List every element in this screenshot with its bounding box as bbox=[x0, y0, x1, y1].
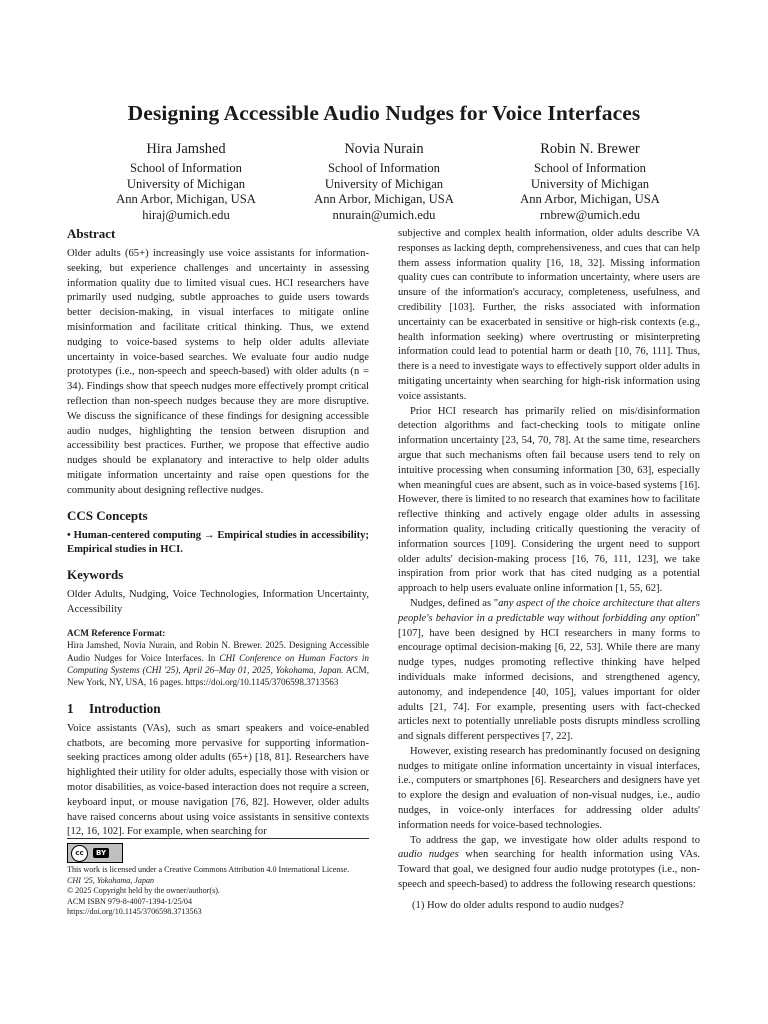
intro-paragraph-gap bbox=[398, 834, 700, 893]
ccs-heading: CCS Concepts bbox=[67, 507, 148, 523]
author-location: Ann Arbor, Michigan, USA bbox=[116, 192, 256, 207]
author-location: Ann Arbor, Michigan, USA bbox=[520, 192, 660, 207]
conference-line: CHI '25, Yokohama, Japan bbox=[67, 875, 155, 885]
reference-authors: Hira Jamshed, Novia Nurain, and Robin N. Brewer. 2025. Designing Accessible Audio Nudges for Voice Interfaces. In bbox=[67, 640, 369, 663]
reference-venue: CHI Conference on Human Factors in Computing Systems (CHI '25), April 26–May 01, 2025, Yokohama, Japan. bbox=[67, 652, 370, 675]
keywords-text: Older Adults, Nudging, Voice Technologies, Information Uncertainty, Accessibility bbox=[67, 589, 369, 615]
author-email[interactable]: rnbrew@umich.edu bbox=[539, 207, 641, 222]
ccs-section bbox=[67, 508, 369, 559]
author-location: Ann Arbor, Michigan, USA bbox=[314, 192, 454, 207]
author-block-3 bbox=[470, 140, 710, 223]
author-name: Novia Nurain bbox=[344, 141, 424, 157]
author-organization: University of Michigan bbox=[324, 176, 444, 191]
cc-license-badge[interactable] bbox=[67, 843, 123, 863]
copyright-line: © 2025 Copyright held by the owner/author(s). bbox=[67, 886, 220, 896]
reference-format-label: ACM Reference Format: bbox=[67, 627, 166, 638]
section-title: Introduction bbox=[89, 700, 161, 716]
author-email[interactable]: nnurain@umich.edu bbox=[332, 207, 436, 222]
reference-format-text bbox=[67, 639, 369, 689]
introduction-section bbox=[67, 701, 369, 840]
abstract-section bbox=[67, 226, 369, 499]
intro-paragraph: Prior HCI research has primarily relied on mis/disinformation detection algorithms and fact-checking tools to mitigate online information uncertainty [23, 54, 70, 78]. At the same time, researchers argue that such mechanisms often fail because users tend to rely on intuitive processing when consuming information [30, 63], especially when meaningful cues are absent, such as in voice-based systems [16]. However, there is limited to no research that examines how to facilitate reflective thinking and actively engage older adults in assessing information quality, including critically questioning the veracity of information sources [109]. Considering the urgent need to support older adults' decision-making process [16, 76, 111, 123], we take inspiration from prior work that has cited nudging as a potential approach to help users evaluate online information [1, 55, 62]. bbox=[398, 405, 700, 595]
nudge-definition-lead: Nudges, defined as " bbox=[410, 597, 499, 609]
author-department: School of Information bbox=[130, 161, 242, 175]
keywords-heading: Keywords bbox=[67, 567, 124, 583]
author-department: School of Information bbox=[328, 161, 440, 175]
introduction-paragraph: Voice assistants (VAs), such as smart speakers and voice-enabled chatbots, are becoming more pervasive for supporting information-seeking practices among older adults (65+) [18, 81]. Researchers have highlighted their utility for older adults, especially those with vision or motor disabilities, as voice-based interaction does not require a screen, keyboard input, or mouse navigation [76, 82]. However, older adults have raised concerns about using voice assistants in sensitive contexts [12, 16, 102]. For example, when searching for bbox=[67, 722, 369, 838]
author-department: School of Information bbox=[534, 161, 646, 175]
cc-by-icon: BY bbox=[93, 848, 109, 858]
abstract-heading: Abstract bbox=[67, 226, 116, 241]
section-number: 1 bbox=[67, 700, 74, 716]
paper-title: Designing Accessible Audio Nudges for Voice Interfaces bbox=[127, 101, 641, 125]
ccs-text: • Human-centered computing → Empirical studies in accessibility; Empirical studies in HCI. bbox=[67, 529, 369, 556]
gap-lead: To address the gap, we investigate how older adults respond to bbox=[410, 834, 700, 846]
right-column bbox=[398, 227, 700, 914]
license-footnote bbox=[67, 865, 377, 918]
abstract-text: Older adults (65+) increasingly use voice assistants for information-seeking, but experience challenges and uncertainty in assessing information quality due to limited visual cues. HCI researchers have primarily used nudging, subtle approaches to guide users towards better decision-making, in visual interfaces to mitigate online misinformation and facilitate critical thinking. Thus, we extend nudging to voice-based systems to help older adults alleviate uncertainty in voice-based searches. We evaluate four audio nudge prototypes (i.e., non-speech and speech-based) with older adults (n = 34). Findings show that speech nudges more effectively prompt critical reflection than non-speech nudges because they are more disruptive. We discuss the significance of these findings for designing accessible audio nudges, highlighting the tension between disruption and accessibility best practices. Further, we propose that effective audio nudges should be explanatory and interactive to help older adults mitigate information uncertainty and raise open questions for the community about designing reflective nudges. bbox=[67, 248, 369, 496]
introduction-heading bbox=[67, 701, 369, 717]
author-name: Hira Jamshed bbox=[146, 141, 226, 157]
cc-icon: cc bbox=[71, 845, 88, 862]
author-name: Robin N. Brewer bbox=[540, 141, 640, 157]
isbn-line: ACM ISBN 979-8-4007-1394-1/25/04 bbox=[67, 896, 193, 906]
research-question-1: (1) How do older adults respond to audio nudges? bbox=[412, 899, 624, 911]
license-statement[interactable]: This work is licensed under a Creative Commons Attribution 4.0 International License. bbox=[67, 865, 350, 874]
author-block-2 bbox=[264, 140, 504, 223]
author-email[interactable]: hiraj@umich.edu bbox=[142, 207, 230, 222]
footnote-divider bbox=[67, 838, 369, 839]
reference-format bbox=[67, 627, 369, 689]
keywords-section bbox=[67, 567, 369, 618]
author-organization: University of Michigan bbox=[530, 176, 650, 191]
left-column bbox=[67, 226, 369, 840]
nudge-definition-rest: " [107], have been designed by HCI researchers in many forms to encourage optimal decision-making [6, 22, 53]. While there are many nudge types, nudges promoting reflective thinking have helped individuals make informed decisions, and strengthened agency, autonomy, and independence [40, 105], values important for older adults [21, 74]. For example, presenting users with fact-checked articles next to potentially unreliable posts disrupts mindless scrolling and signals different perspectives [7, 22]. bbox=[398, 612, 700, 743]
intro-paragraph-continued: subjective and complex health information, older adults describe VA responses as lacking depth, comprehensiveness, and cues that can help them assess information quality [16, 18, 32]. Missing information quality cues can contribute to information uncertainty, where users are unsure of the information's accuracy, completeness, usefulness, and credibility [103]. Further, the risks associated with information uncertainty can be exacerbated in sensitive or high-risk contexts (e.g., health information seeking) where overtrusting or misinterpreting information could lead to potential harm or death [10, 76, 111]. Thus, there is a need to investigate ways to effectively support older adults in mitigating uncertainty when searching for high-risk information using voice assistants. bbox=[398, 228, 700, 402]
intro-paragraph-nudges bbox=[398, 597, 700, 745]
doi-link[interactable]: https://doi.org/10.1145/3706598.3713563 bbox=[67, 907, 202, 917]
reference-doi[interactable]: ACM, New York, NY, USA, 16 pages. https://doi.org/10.1145/3706598.3713563 bbox=[67, 664, 369, 688]
gap-rest: when searching for health information using VAs. Toward that goal, we designed four audio nudge prototypes (i.e., non-speech and speech-based) to address the following research questions: bbox=[398, 849, 700, 891]
author-organization: University of Michigan bbox=[126, 176, 246, 191]
nudge-definition-quote: any aspect of the choice architecture that alters people's behavior in a predictable way without forbidding any option bbox=[398, 597, 701, 624]
intro-paragraph: However, existing research has predominantly focused on designing nudges to mitigate online information uncertainty in visual interfaces, i.e., computers or smartphones [6]. Researchers and designers have yet to explore the design and evaluation of non-visual nudges, i.e., audio nudges, in voice-only interfaces for addressing older adults' information needs for voice-based technologies. bbox=[398, 745, 700, 831]
gap-emphasis: audio nudges bbox=[398, 849, 459, 861]
